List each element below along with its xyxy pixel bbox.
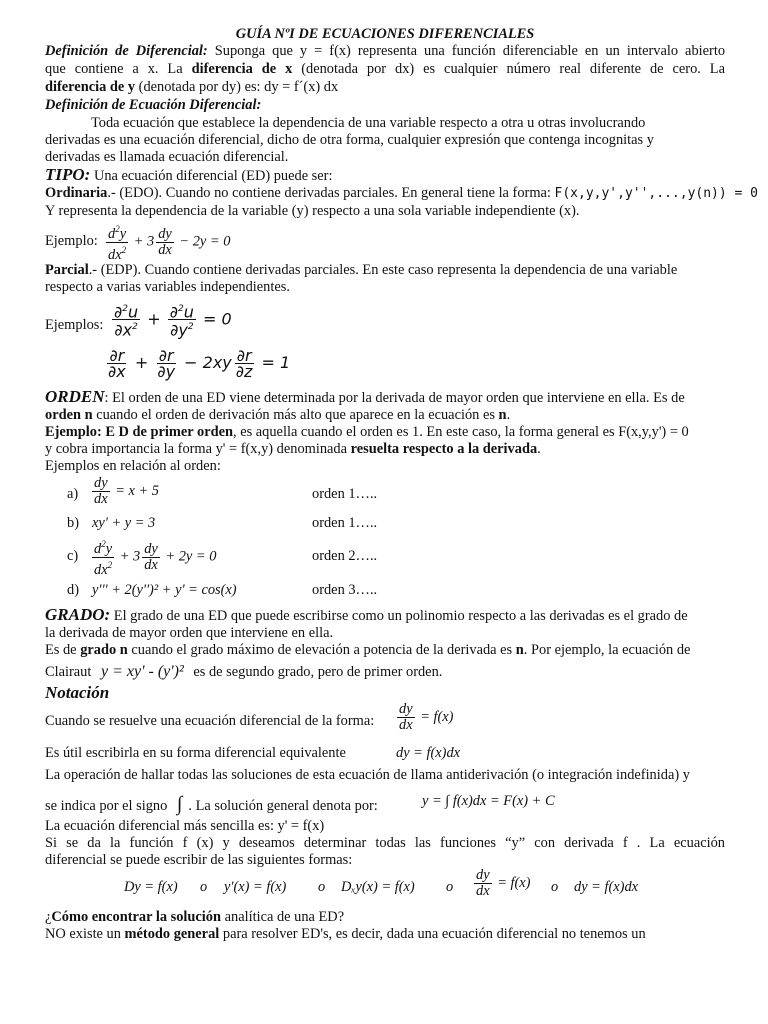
form-sep-3: o	[446, 879, 454, 895]
form-sep-1: o	[200, 879, 208, 895]
ordinaria-label: Ordinaria	[45, 185, 108, 201]
grado-text-3b: cuando el grado máximo de elevación a potencia de la derivada es	[131, 642, 513, 658]
grado-text-3a: Es de	[45, 642, 77, 658]
def-diff-bold-3: diferencia de y	[45, 79, 136, 95]
notacion-text-4a: se indica por el signo	[45, 798, 168, 814]
orden-line-4: y cobra importancia la forma y' = f(x,y) denominada resuelta respecto a la derivada.	[45, 441, 541, 457]
ejemplos-equation-1: $\frac{\partial^2u}{\partial x^2}$ + $\frac{\partial^2u}{\partial y^2}$ = 0	[114, 302, 232, 340]
orden-n: n	[498, 407, 507, 423]
example-c-orden: orden 2…..	[312, 548, 378, 564]
form-4: $\frac{dy}{dx}$ = f(x)	[476, 867, 531, 899]
orden-bold-4: resuelta respecto a la derivada	[350, 441, 538, 457]
def-diff-line-2	[45, 61, 725, 78]
example-a-letter: a)	[67, 486, 79, 502]
notacion-eq-1: $\frac{dy}{dx}$ = f(x)	[399, 701, 454, 733]
notacion-eq-2: dy = f(x)dx	[396, 745, 461, 761]
orden-text-2: cuando el orden de derivación más alto que aparece en la ecuación es	[96, 407, 495, 423]
last-bold: método general	[124, 926, 220, 942]
def-diff-text-2b: (denotada por dx) es cualquier número real diferente de cero. La	[301, 61, 725, 77]
integral-sign-icon: ∫	[176, 793, 183, 815]
def-ed-line-2: derivadas es una ecuación diferencial, dicho de otra forma, cualquier expresión que contenga incognitas y	[45, 132, 654, 148]
example-c-letter: c)	[67, 548, 79, 564]
question-text: analítica de una ED?	[224, 909, 345, 925]
document-title: GUÍA NºI DE ECUACIONES DIFERENCIALES	[235, 26, 535, 42]
tipo-label: TIPO:	[45, 165, 91, 184]
form-sep-4: o	[551, 879, 559, 895]
ordinaria-text: .- (EDO). Cuando no contiene derivadas parciales. En general tiene la forma:	[107, 185, 551, 201]
grado-line-1	[45, 606, 725, 625]
grado-text-3c: . Por ejemplo, la ecuación de	[523, 642, 691, 658]
form-1: Dy = f(x)	[124, 879, 178, 895]
orden-bold-3: Ejemplo: E D de primer orden	[45, 424, 233, 440]
tipo-line	[45, 166, 725, 185]
notacion-line-6: Si se da la función f (x) y deseamos determinar todas las funciones “y” con derivada f . La ecuación	[45, 835, 725, 851]
notacion-line-3: La operación de hallar todas las soluciones de esta ecuación de llama antiderivación (o integración indefinida) y	[45, 767, 690, 783]
orden-bold-2: orden n	[45, 407, 93, 423]
notacion-line-2: Es útil escribirla en su forma diferencial equivalente	[45, 745, 346, 761]
form-5: dy = f(x)dx	[574, 879, 639, 895]
ejemplos-equation-2: $\frac{\partial r}{\partial x}$ + $\frac{\partial r}{\partial y}$ − 2xy $\frac{\partial r}{\partial z}$ = 1	[108, 346, 291, 381]
def-diff-text-2a: que contiene a x. La	[45, 61, 183, 77]
example-d-letter: d)	[67, 582, 79, 598]
form-2: y'(x) = f(x)	[224, 879, 287, 895]
ordinaria-form: F(x,y,y',y'',...,y(n)) = 0	[554, 186, 759, 201]
def-diff-line-3	[45, 79, 725, 96]
parcial-line-2: respecto a varias variables independientes.	[45, 279, 290, 295]
orden-label: ORDEN	[45, 387, 105, 406]
parcial-label: Parcial	[45, 262, 89, 278]
grado-label: GRADO:	[45, 605, 111, 624]
example-a-equation: $\frac{dy}{dx}$ = x + 5	[94, 475, 159, 507]
example-d-orden: orden 3…..	[312, 582, 378, 598]
grado-n: n	[515, 642, 524, 658]
ordinaria-line-2: Y representa la dependencia de la variable (y) respecto a una sola variable independiente (x).	[45, 203, 580, 219]
grado-text-1: El grado de una ED que puede escribirse como un polinomio respecto a las derivadas es el grado de	[113, 608, 688, 624]
orden-line-3	[45, 424, 725, 441]
question-line	[45, 909, 725, 926]
ejemplo-equation: $\frac{d^2y}{dx^2}$ + 3 $\frac{dy}{dx}$ − 2y = 0	[108, 224, 231, 263]
ejemplos-label: Ejemplos:	[45, 317, 104, 333]
clairaut-label: Clairaut	[45, 664, 92, 680]
orden-line-5: Ejemplos en relación al orden:	[45, 458, 221, 474]
example-b-letter: b)	[67, 515, 79, 531]
parcial-text: .- (EDP). Cuando contiene derivadas parciales. En este caso representa la dependencia de una variable	[88, 262, 678, 278]
def-diff-bold-2: diferencia de x	[191, 61, 293, 77]
def-diff-text-1: Suponga que y = f(x) representa una función diferenciable en un intervalo abierto	[214, 43, 726, 59]
parcial-line	[45, 262, 725, 279]
clairaut-equation: y = xy' - (y')²	[100, 663, 184, 680]
orden-text-3: , es aquella cuando el orden es 1. En este caso, la forma general es F(x,y,y') = 0	[233, 424, 689, 440]
question-bold: Cómo encontrar la solución	[51, 909, 222, 925]
notacion-line-1: Cuando se resuelve una ecuación diferencial de la forma:	[45, 713, 375, 729]
orden-text-4: y cobra importancia la forma y' = f(x,y) denominada	[45, 441, 348, 457]
example-c-equation: $\frac{d^2y}{dx^2}$ + 3 $\frac{dy}{dx}$ + 2y = 0	[94, 539, 217, 578]
example-d-equation: y''' + 2(y'')² + y' = cos(x)	[92, 582, 237, 598]
def-diff-text-3: (denotada por dy) es: dy = f´(x) dx	[138, 79, 339, 95]
form-sep-2: o	[318, 879, 326, 895]
def-ed-line-1: Toda ecuación que establece la dependencia de una variable respecto a otra u otras involucrando	[91, 115, 646, 131]
grado-line-2: la derivada de mayor orden que interviene en ella.	[45, 625, 334, 641]
ordinaria-line	[45, 185, 759, 202]
example-b-orden: orden 1…..	[312, 515, 378, 531]
example-b-equation: xy' + y = 3	[92, 515, 156, 531]
def-ed-label: Definición de Ecuación Diferencial:	[45, 97, 262, 113]
ejemplo-label: Ejemplo:	[45, 233, 98, 249]
tipo-text: Una ecuación diferencial (ED) puede ser:	[93, 168, 333, 184]
notacion-line-4	[45, 793, 378, 816]
question-mark: ¿	[45, 909, 52, 925]
def-diff-line-1	[45, 43, 725, 60]
last-line	[45, 926, 725, 943]
notacion-line-5: La ecuación diferencial más sencilla es: y' = f(x)	[45, 818, 325, 834]
form-3: Dₓy(x) = f(x)	[341, 879, 415, 895]
grado-line-4	[45, 663, 725, 681]
orden-line-2: orden n cuando el orden de derivación más alto que aparece en la ecuación es n.	[45, 407, 511, 423]
notacion-eq-4: y = ∫ f(x)dx = F(x) + C	[422, 793, 555, 809]
def-ed-line-3: derivadas es llamada ecuación diferencial.	[45, 149, 289, 165]
def-diff-label: Definición de Diferencial:	[45, 43, 208, 59]
notacion-label: Notación	[45, 683, 110, 702]
orden-line-1	[45, 388, 725, 407]
notacion-line-7: diferencial se puede escribir de las siguientes formas:	[45, 852, 353, 868]
grado-line-3	[45, 642, 725, 659]
notacion-text-4b: . La solución general denota por:	[188, 798, 378, 814]
grado-text-4: es de segundo grado, pero de primer orden.	[193, 664, 443, 680]
example-a-orden: orden 1…..	[312, 486, 378, 502]
last-text-a: NO existe un	[45, 926, 121, 942]
orden-text-1: : El orden de una ED viene determinada por la derivada de mayor orden que interviene en ella. Es de	[104, 390, 685, 406]
last-text-b: para resolver ED's, es decir, dada una ecuación diferencial no tenemos un	[222, 926, 646, 942]
grado-bold-3: grado n	[80, 642, 128, 658]
